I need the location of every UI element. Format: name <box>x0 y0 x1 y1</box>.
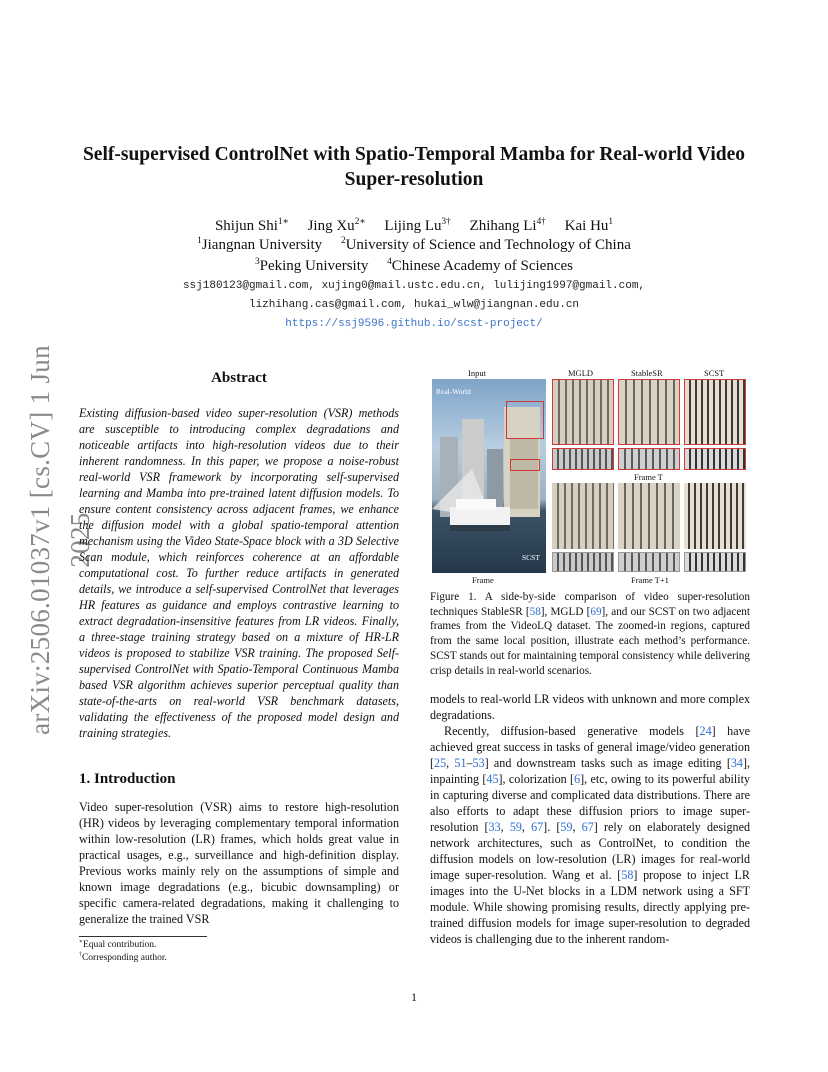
abstract-heading: Abstract <box>211 370 267 386</box>
crop-stablesr-detail-t1 <box>618 552 680 572</box>
footnote-equal: ∗Equal contribution. <box>79 938 157 950</box>
figure-1 <box>428 366 750 586</box>
crop-scst-detail-t1 <box>684 552 746 572</box>
right-column-paragraph-2: Recently, diffusion-based generative models [24] have achieved great success in tasks of general image/video generation [25, 51–53] and downstream tasks such as image editing [34], inpainting [45], colorization [6], etc, owing to its powerful ability in capturing diverse and complicated data distributions. There are also efforts to adapt these diffusion priors to image super-resolution [33, 59, 67]. [59, 67] rely on elaborately designed network architectures, such as ControlNet, to condition the diffusion models on low-resolution (LR) images for real-world image super-resolution. Wang et al. [58] propose to inject LR images into the U-Net blocks in a LDM network using a SFT module. While showing promising results, directly applying pre-trained diffusion models for image super-resolution to degraded videos is challenging due to the inherent random- <box>430 724 751 946</box>
citation-link[interactable]: 51 <box>454 756 467 770</box>
citation-link[interactable]: 24 <box>699 724 712 738</box>
affiliation-marker: 4 <box>387 257 392 267</box>
crop-mgld-frame-t1 <box>552 483 614 549</box>
crop-mgld-frame-t <box>552 379 614 445</box>
project-url-link[interactable]: https://ssj9596.github.io/scst-project/ <box>285 318 543 330</box>
input-video-frame <box>432 379 546 573</box>
overlay-scst: SCST <box>522 553 540 562</box>
citation-link[interactable]: 6 <box>574 772 581 786</box>
crop-scst-frame-t <box>684 379 746 445</box>
figure-label-frame-t: Frame T <box>634 472 663 482</box>
citation-link[interactable]: 67 <box>581 820 594 834</box>
citation-link[interactable]: 33 <box>488 820 501 834</box>
crop-stablesr-frame-t1 <box>618 483 680 549</box>
citation-link[interactable]: 58 <box>529 605 541 618</box>
figure-header-mgld: MGLD <box>568 368 594 378</box>
crop-mgld-detail-t <box>552 448 614 470</box>
arxiv-stamp: arXiv:2506.01037v1 [cs.CV] 1 Jun 2025 <box>25 345 95 735</box>
author-name: Lijing Lu <box>384 218 442 234</box>
author-name: Jing Xu <box>307 218 355 234</box>
figure-header-stablesr: StableSR <box>631 368 663 378</box>
zoom-region-box <box>506 401 544 439</box>
footnote-divider <box>79 936 207 937</box>
affiliation-marker: 1 <box>197 236 202 246</box>
affiliations-line-2 <box>60 258 768 275</box>
author-marker: 2∗ <box>354 217 366 227</box>
introduction-text: Video super-resolution (VSR) aims to restore high-resolution (HR) videos by leveraging complementary temporal information within low-resolution (LR) frames, which holds great value in practical usages, e.g., surveillance and high-definition display. Previous works mainly rely on the assumptions of simple and known image degradations (e.g., bicubic downsampling) or specific camera-related degradations, making it challenging to generalize the trained VSR <box>79 800 399 926</box>
citation-link[interactable]: 53 <box>472 756 485 770</box>
emails-line-2: lizhihang.cas@gmail.com, hukai_wlw@jiangnan.edu.cn <box>248 299 580 311</box>
crop-stablesr-detail-t <box>618 448 680 470</box>
crop-scst-frame-t1 <box>684 483 746 549</box>
affiliations-line-1 <box>60 237 768 254</box>
figure-header-input: Input <box>468 368 486 378</box>
affiliation-marker: 3 <box>254 257 260 267</box>
figure-label-frame-t1: Frame T+1 <box>631 575 669 585</box>
author-marker: 3† <box>441 217 451 227</box>
citation-link[interactable]: 34 <box>730 756 743 770</box>
figure-1-caption: Figure 1. A side-by-side comparison of video super-resolution techniques StableSR [58], MGLD [69], and our SCST on two adjacent frames from the VideoLQ dataset. The zoomed-in regions, captured from the same local position, illustrate each method’s performance. SCST stands out for maintaining temporal consistency while delivering crisp details in real-world scenarios. <box>430 591 750 677</box>
affiliation-name: University of Science and Technology of China <box>345 237 631 253</box>
affiliation-name: Jiangnan University <box>201 237 323 253</box>
page-number: 1 <box>411 990 417 1004</box>
paper-title: Self-supervised ControlNet with Spatio-Temporal Mamba for Real-world Video Super-resolution <box>82 144 746 190</box>
author-name: Kai Hu <box>564 218 609 234</box>
crop-mgld-detail-t1 <box>552 552 614 572</box>
author-list <box>60 218 768 235</box>
affiliation-name: Peking University <box>259 258 369 274</box>
affiliation-name: Chinese Academy of Sciences <box>391 258 573 274</box>
citation-link[interactable]: 45 <box>486 772 499 786</box>
figure-label-frame: Frame <box>472 575 494 585</box>
author-marker: 1∗ <box>277 217 289 227</box>
figure-header-scst: SCST <box>704 368 725 378</box>
citation-link[interactable]: 58 <box>621 868 634 882</box>
author-marker: 4† <box>536 217 546 227</box>
right-column-paragraph-1: models to real-world LR videos with unknown and more complex degradations. <box>430 692 750 722</box>
author-name: Zhihang Li <box>469 218 537 234</box>
citation-link[interactable]: 67 <box>531 820 544 834</box>
emails-line-1: ssj180123@gmail.com, xujing0@mail.ustc.edu.cn, lulijing1997@gmail.com, <box>182 280 646 292</box>
overlay-real-world: Real-World <box>436 387 471 396</box>
citation-link[interactable]: 25 <box>434 756 447 770</box>
citation-link[interactable]: 69 <box>590 605 602 618</box>
author-name: Shijun Shi <box>214 218 278 234</box>
citation-link[interactable]: 59 <box>560 820 573 834</box>
zoom-region-box-small <box>510 459 540 471</box>
crop-stablesr-frame-t <box>618 379 680 445</box>
crop-scst-detail-t <box>684 448 746 470</box>
introduction-heading: 1. Introduction <box>79 771 176 787</box>
citation-link[interactable]: 59 <box>509 820 522 834</box>
affiliation-marker: 2 <box>340 236 346 246</box>
abstract-text: Existing diffusion-based video super-resolution (VSR) methods are susceptible to introducing complex degradations and noticeable artifacts into high-resolution videos due to their inherent randomness. In this paper, we propose a noise-robust real-world VSR framework by incorporating self-supervised learning and Mamba into pre-trained latent diffusion models. To ensure content consistency across adjacent frames, we enhance the diffusion model with a global spatio-temporal attention mechanism using the Video State-Space block with a 3D Selective Scan module, which reinforces coherence at an affordable computational cost. To further reduce artifacts in generated details, we introduce a self-supervised ControlNet that leverages HR features as guidance and employs contrastive learning to extract degradation-insensitive features from LR videos. Finally, a three-stage training strategy based on a mixture of HR-LR videos is proposed to stabilize VSR training. The proposed Self-supervised ControlNet with Spatio-Temporal Continuous Mamba based VSR algorithm achieves superior perceptual quality than state-of-the-arts on real-world VSR benchmark datasets, validating the effectiveness of the proposed model design and training strategies. <box>79 406 399 740</box>
author-marker: 1 <box>608 217 614 227</box>
footnote-corresponding: †Corresponding author. <box>79 951 167 963</box>
